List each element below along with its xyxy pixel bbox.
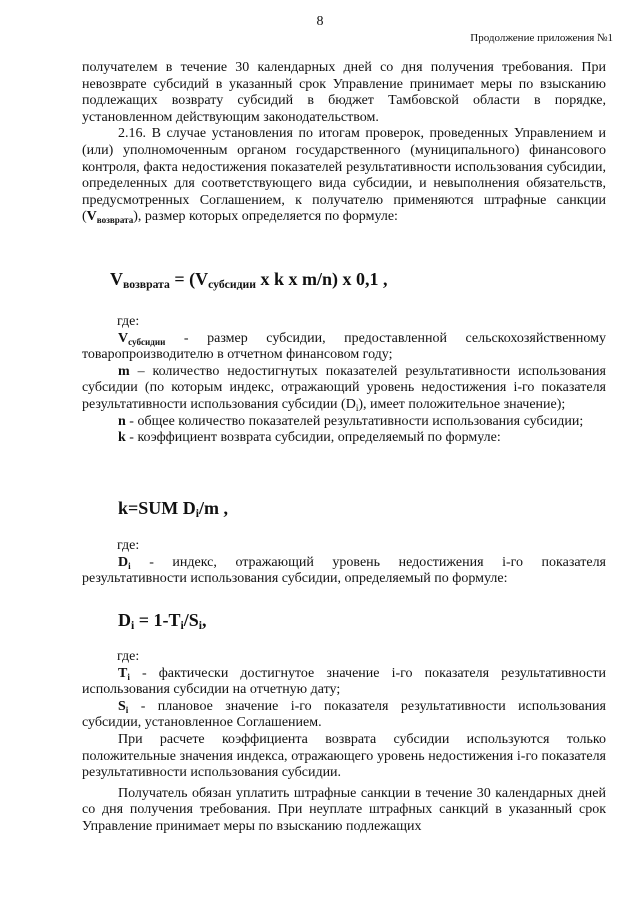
formula-return [110,269,388,289]
formula2-a: k=SUM D [118,498,196,518]
def-d-sub: i [128,560,131,571]
symbol-v: V [86,209,97,225]
def-k-symbol: k [118,430,126,446]
def-t-symbol: T [118,665,128,681]
def-t-sub: i [127,671,130,682]
formula3-a: D [118,610,131,630]
formula1-mid-sub: субсидии [208,278,256,291]
formula1-mid: = (V [169,269,209,289]
def-m [82,364,606,414]
def-v-sub: субсидии [128,336,166,347]
definitions-block-2 [82,538,606,588]
formula1-rest: x k x m/n) x 0,1 , [255,269,388,289]
def-s-text: - плановое значение i-го показателя результативности использования субсидии, установленное Соглашением. [82,698,606,731]
formula1-lhs-sub: возврата [123,278,170,291]
formula3-d: , [202,610,207,630]
def-t-text: - фактически достигнутое значение i-го показателя результативности использования субсидии на отчетную дату; [82,665,606,698]
def-s-symbol: S [118,698,126,714]
formula1-lhs: V [110,269,123,289]
formula2-sub: i [195,507,200,520]
definitions-block-3 [82,649,606,836]
paragraph-calc: При расчете коэффициента возврата субсидии используются только положительные значения индекса, отражающего уровень недостижения i-го показателя результативности использования субсидии. [82,731,606,781]
def-n-symbol: n [118,413,126,429]
formula2-b: /m , [199,498,229,518]
running-header: Продолжение приложения №1 [470,32,613,44]
formula3-sub2: i [180,619,184,632]
formula3-sub1: i [131,619,135,632]
where-label-1: где: [117,314,140,329]
where-label-2: где: [117,538,140,553]
def-k-text: - коэффициент возврата субсидии, определяемый по формуле: [125,430,501,446]
def-s-sub: i [125,704,129,715]
def-d-text: - индекс, отражающий уровень недостижения i-го показателя результативности использования субсидии, определяемый по формуле: [82,554,606,587]
def-m-text-b: ), имеет положительное значение); [358,396,566,412]
formula-k [118,498,228,518]
where-label-3: где: [117,649,140,664]
def-s [82,699,606,732]
paragraph-2-16-text-b: ), размер которых определяется по формуле: [133,209,398,225]
def-v-text: - размер субсидии, предоставленной сельскохозяйственному товаропроизводителю в отчетном финансовом году; [82,330,606,363]
def-d-symbol: D [118,554,129,570]
def-t [82,666,606,699]
symbol-v-subscript: возврата [96,215,134,226]
paragraph-final: Получатель обязан уплатить штрафные санкции в течение 30 календарных дней со дня получения требования. При неуплате штрафных санкций в указанный срок Управление принимает меры по взысканию подлежащих [82,785,606,834]
symbol-v-return [87,209,134,224]
def-v-symbol: V [118,330,129,346]
page-number: 8 [316,14,324,29]
def-m-sub: i [355,402,359,413]
formula3-b: = 1-T [134,610,181,630]
def-n [82,414,606,431]
def-d [82,555,606,588]
paragraph-2-16-text-a: 2.16. В случае установления по итогам проверок, проведенных Управлением и (или) уполномоченным органом государственного (муниципального) финансового контроля, факта недостижения показателей результативности использования субсидии, определенных для соответствующего вида субсидии, и невыполнения обязательств, предусмотренных Соглашением, к получателю применяются штрафные санкции ( [82,126,606,225]
paragraph-2-16 [82,126,606,226]
definitions-block-1 [82,314,606,447]
formula3-c: /S [183,610,199,630]
def-n-text: - общее количество показателей результативности использования субсидии; [125,413,584,429]
def-k [82,430,606,447]
text-block-top [82,60,606,226]
def-v-subsidy [82,331,606,364]
formula3-sub3: i [198,619,203,632]
def-m-text-a: – количество недостигнутых показателей результативности использования субсидии (по которым индекс, отражающий уровень недостижения i-го показателя результативности использования субсидии (D [82,363,606,412]
paragraph-continuation: получателем в течение 30 календарных дней со дня получения требования. При невозврате субсидий в указанный срок Управление принимает меры по взысканию подлежащих возврату субсидий в бюджет Тамбовской области в порядке, установленном действующим законодательством. [82,60,606,125]
formula-d [118,610,207,630]
def-m-symbol: m [118,363,130,379]
